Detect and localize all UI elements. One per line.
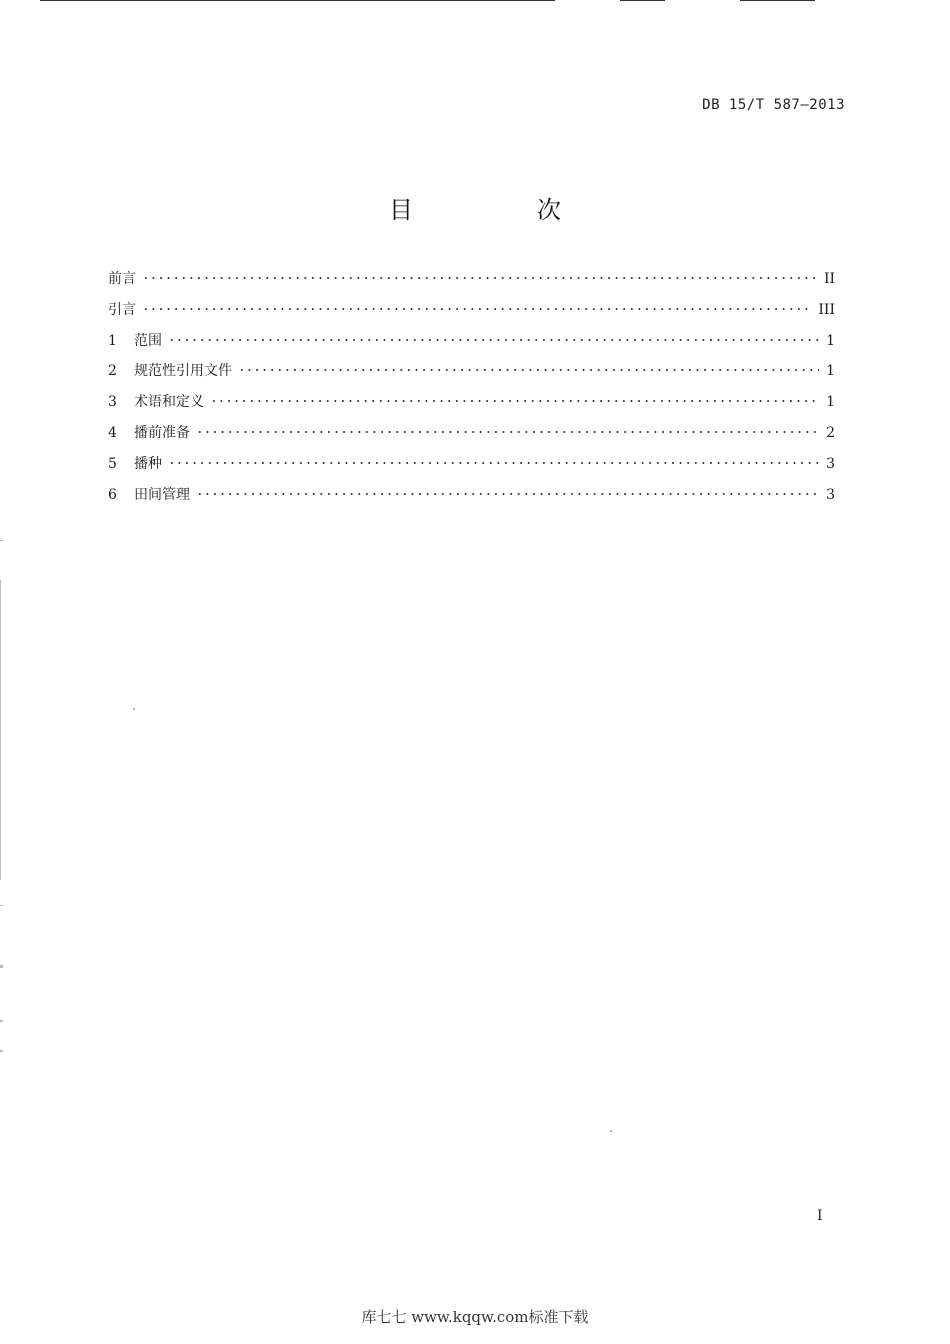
toc-entry-number: 1 bbox=[108, 332, 117, 349]
toc-entry-number: 2 bbox=[108, 363, 117, 380]
scan-speck bbox=[610, 1130, 612, 1132]
toc-entry-label: 田间管理 bbox=[134, 486, 190, 503]
toc-entry-number: 4 bbox=[108, 424, 117, 441]
toc-entry-preface[interactable] bbox=[108, 268, 835, 299]
dot-leader bbox=[210, 396, 819, 406]
toc-entry-label: 术语和定义 bbox=[134, 394, 204, 411]
dot-leader bbox=[142, 273, 818, 283]
toc-entry-sowing[interactable] bbox=[108, 453, 835, 484]
toc-entry-page: 3 bbox=[826, 455, 835, 472]
toc-entry-page: 1 bbox=[826, 332, 835, 349]
toc-entry-pre-sowing-preparation[interactable] bbox=[108, 422, 835, 453]
toc-entry-label: 引言 bbox=[108, 301, 136, 318]
toc-entry-number: 3 bbox=[108, 394, 117, 411]
scan-speck bbox=[133, 708, 135, 710]
edge-mark bbox=[0, 540, 3, 541]
toc-entry-scope[interactable] bbox=[108, 330, 835, 361]
dot-leader bbox=[196, 489, 819, 499]
top-border-line bbox=[40, 0, 555, 1]
toc-entry-label: 播种 bbox=[134, 455, 162, 472]
dot-leader bbox=[196, 427, 819, 437]
toc-entry-label: 范围 bbox=[134, 332, 162, 349]
top-border-line bbox=[740, 0, 815, 1]
footer-watermark-text: 库七七 www.kqqw.com标准下载 bbox=[361, 1308, 589, 1326]
edge-mark bbox=[0, 580, 1, 880]
toc-entry-label: 前言 bbox=[108, 271, 136, 287]
top-border-line bbox=[620, 0, 665, 1]
toc-entry-number: 6 bbox=[108, 486, 117, 503]
toc-entry-label: 规范性引用文件 bbox=[134, 363, 232, 380]
edge-mark bbox=[0, 1020, 3, 1022]
page-number: I bbox=[817, 1208, 823, 1224]
dot-leader bbox=[168, 335, 819, 345]
toc-entry-page: 2 bbox=[826, 424, 835, 441]
dot-leader bbox=[238, 365, 819, 375]
dot-leader bbox=[142, 304, 812, 314]
toc-entry-terms-definitions[interactable] bbox=[108, 391, 835, 422]
toc-entry-introduction[interactable] bbox=[108, 299, 835, 330]
edge-mark bbox=[0, 1050, 3, 1052]
toc-entry-page: 1 bbox=[826, 363, 835, 380]
toc-entry-page: 1 bbox=[826, 394, 835, 411]
dot-leader bbox=[168, 458, 819, 468]
toc-entry-page: 3 bbox=[826, 486, 835, 503]
table-of-contents bbox=[108, 268, 835, 514]
toc-entry-field-management[interactable] bbox=[108, 484, 835, 515]
toc-title: 目 次 bbox=[389, 196, 611, 224]
toc-entry-label: 播前准备 bbox=[134, 424, 190, 441]
toc-entry-number: 5 bbox=[108, 455, 117, 472]
document-code: DB 15/T 587—2013 bbox=[702, 97, 845, 113]
toc-entry-page: III bbox=[818, 301, 835, 318]
edge-mark bbox=[0, 905, 3, 906]
edge-mark bbox=[0, 965, 3, 968]
toc-entry-page: II bbox=[823, 271, 835, 287]
toc-entry-normative-references[interactable] bbox=[108, 360, 835, 391]
